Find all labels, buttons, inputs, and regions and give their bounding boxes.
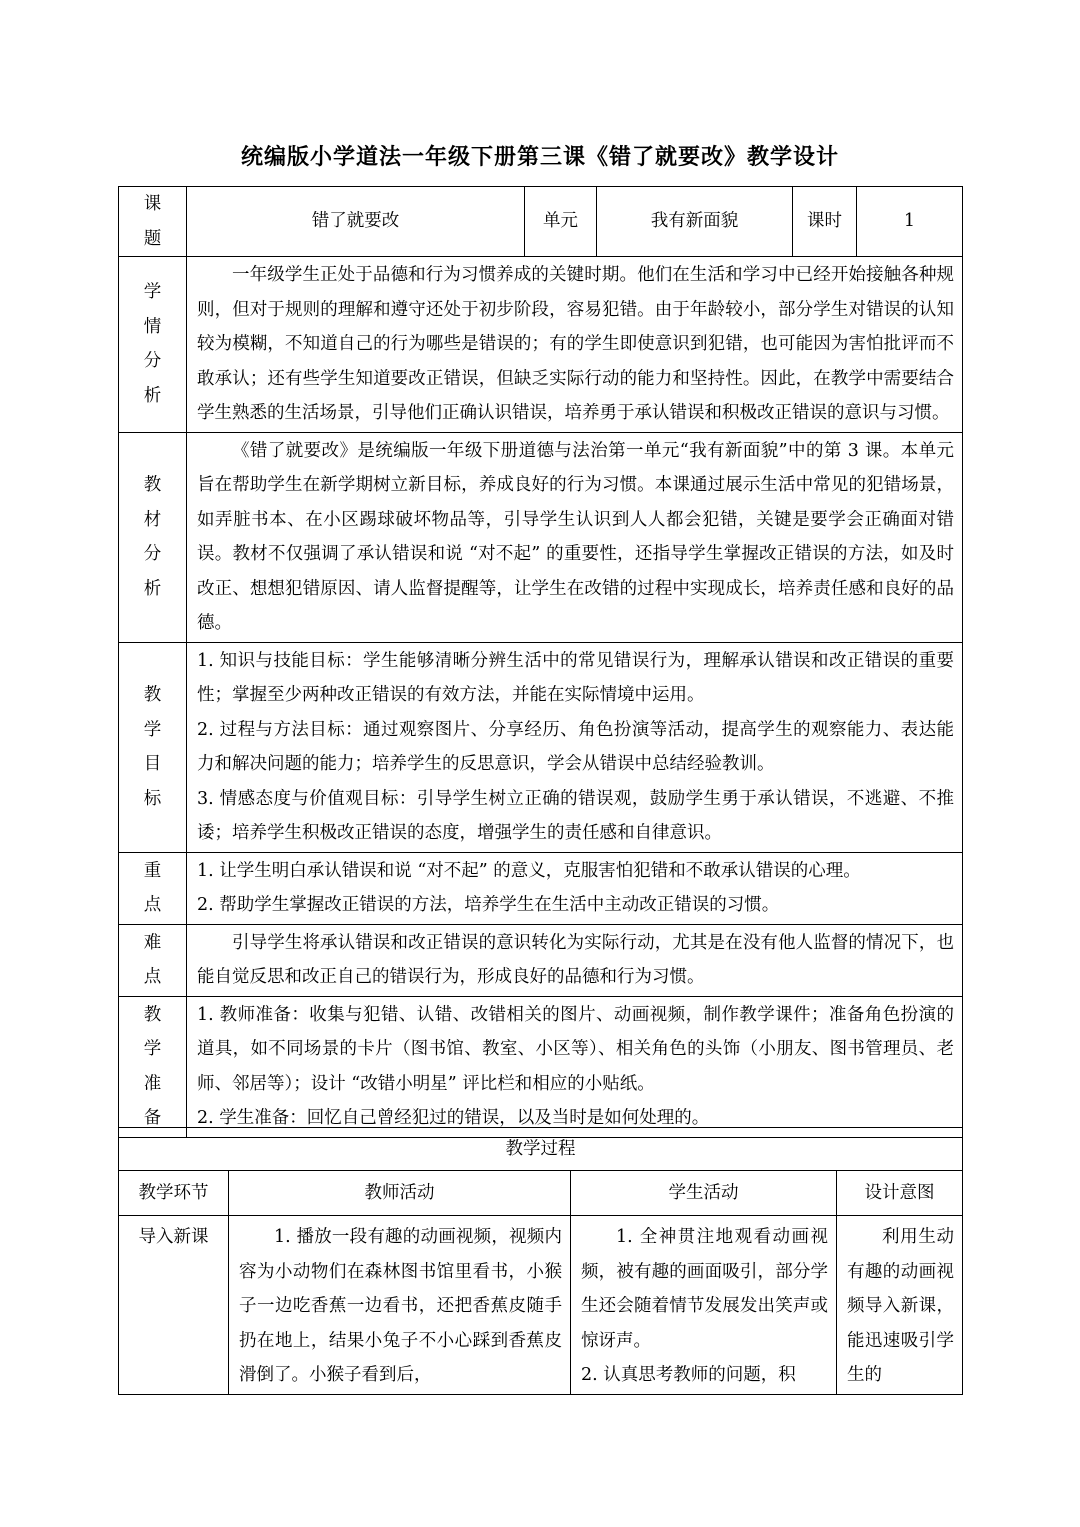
column-header-intent: 设计意图: [837, 1171, 963, 1216]
unit-value: 我有新面貌: [597, 187, 793, 257]
preparation-label: 教 学 准 备: [119, 996, 187, 1137]
document-title: 统编版小学道法一年级下册第三课《错了就要改》教学设计: [240, 145, 839, 170]
process-heading: 教学过程: [119, 1128, 963, 1171]
column-header-stage: 教学环节: [119, 1171, 229, 1216]
topic-label: 课 题: [119, 187, 187, 257]
key-points-row: [119, 852, 963, 924]
goal-item: 3. 情感态度与价值观目标：引导学生树立正确的错误观，鼓励学生勇于承认错误，不逃避、不推诿；培养学生积极改正错误的态度，增强学生的责任感和自律意识。: [197, 788, 954, 843]
period-label: 课时: [793, 187, 857, 257]
key-points-label: 重 点: [119, 852, 187, 924]
header-row: [119, 187, 963, 257]
process-row: [119, 1216, 963, 1395]
goal-item: 2. 过程与方法目标：通过观察图片、分享经历、角色扮演等活动，提高学生的观察能力、表达能力和解决问题的能力；培养学生的反思意识，学会从错误中总结经验教训。: [197, 719, 954, 774]
process-teacher-activity: 1. 播放一段有趣的动画视频，视频内容为小动物们在森林图书馆里看书，小猴子一边吃香蕉一边看书，还把香蕉皮随手扔在地上，结果小兔子不小心踩到香蕉皮滑倒了。小猴子看到后，: [229, 1216, 571, 1395]
lesson-info-table: [118, 186, 963, 1138]
topic-value: 错了就要改: [187, 187, 525, 257]
preparation-item: 2. 学生准备：回忆自己曾经犯过的错误，以及当时是如何处理的。: [197, 1108, 710, 1128]
process-stage: 导入新课: [119, 1216, 229, 1395]
key-point-item: 2. 帮助学生掌握改正错误的方法，培养学生在生活中主动改正错误的习惯。: [197, 895, 780, 915]
teaching-process-table: [118, 1127, 963, 1395]
column-header-student: 学生活动: [571, 1171, 837, 1216]
preparation-item: 1. 教师准备：收集与犯错、认错、改错相关的图片、动画视频，制作教学课件；准备角色扮演的道具，如不同场景的卡片（图书馆、教室、小区等）、相关角色的头饰（小朋友、图书管理员、老师、邻居等）；设计 “改错小明星” 评比栏和相应的小贴纸。: [197, 1004, 954, 1094]
teaching-goals-label: 教 学 目 标: [119, 642, 187, 852]
key-points-text: [187, 852, 963, 924]
student-analysis-row: [119, 257, 963, 433]
period-value: 1: [857, 187, 963, 257]
difficult-points-text: 引导学生将承认错误和改正错误的意识转化为实际行动，尤其是在没有他人监督的情况下，也能自觉反思和改正自己的错误行为，形成良好的品德和行为习惯。: [187, 924, 963, 996]
process-heading-row: [119, 1128, 963, 1171]
student-analysis-label: 学 情 分 析: [119, 257, 187, 433]
teaching-goals-text: [187, 642, 963, 852]
process-design-intent: 利用生动有趣的动画视频导入新课，能迅速吸引学生的: [837, 1216, 963, 1395]
key-point-item: 1. 让学生明白承认错误和说 “对不起” 的意义，克服害怕犯错和不敢承认错误的心理。: [197, 860, 861, 881]
unit-label: 单元: [525, 187, 597, 257]
material-analysis-text: 《错了就要改》是统编版一年级下册道德与法治第一单元“我有新面貌”中的第 3 课。本单元旨在帮助学生在新学期树立新目标，养成良好的行为习惯。本课通过展示生活中常见的犯错场景，如弄脏书本、在小区踢球破坏物品等，引导学生认识到人人都会犯错，关键是要学会正确面对错误。教材不仅强调了承认错误和说 “对不起” 的重要性，还指导学生掌握改正错误的方法，如及时改正、想想犯错原因、请人监督提醒等，让学生在改错的过程中实现成长，培养责任感和良好的品德。: [187, 432, 963, 642]
student-analysis-text: 一年级学生正处于品德和行为习惯养成的关键时期。他们在生活和学习中已经开始接触各种规则，但对于规则的理解和遵守还处于初步阶段，容易犯错。由于年龄较小，部分学生对错误的认知较为模糊，不知道自己的行为哪些是错误的；有的学生即使意识到犯错，也可能因为害怕批评而不敢承认；还有些学生知道要改正错误，但缺乏实际行动的能力和坚持性。因此，在教学中需要结合学生熟悉的生活场景，引导他们正确认识错误，培养勇于承认错误和积极改正错误的意识与习惯。: [187, 257, 963, 433]
goal-item: 1. 知识与技能目标：学生能够清晰分辨生活中的常见错误行为，理解承认错误和改正错误的重要性；掌握至少两种改正错误的有效方法，并能在实际情境中运用。: [197, 650, 954, 705]
material-analysis-row: [119, 432, 963, 642]
teaching-goals-row: [119, 642, 963, 852]
difficult-points-label: 难 点: [119, 924, 187, 996]
material-analysis-label: 教 材 分 析: [119, 432, 187, 642]
preparation-text: [187, 996, 963, 1137]
column-header-teacher: 教师活动: [229, 1171, 571, 1216]
preparation-row: [119, 996, 963, 1137]
process-student-activity: 1. 全神贯注地观看动画视频，被有趣的画面吸引，部分学生还会随着情节发展发出笑声或惊讶声。 2. 认真思考教师的问题，积: [571, 1216, 837, 1395]
process-column-headers: [119, 1171, 963, 1216]
difficult-points-row: [119, 924, 963, 996]
